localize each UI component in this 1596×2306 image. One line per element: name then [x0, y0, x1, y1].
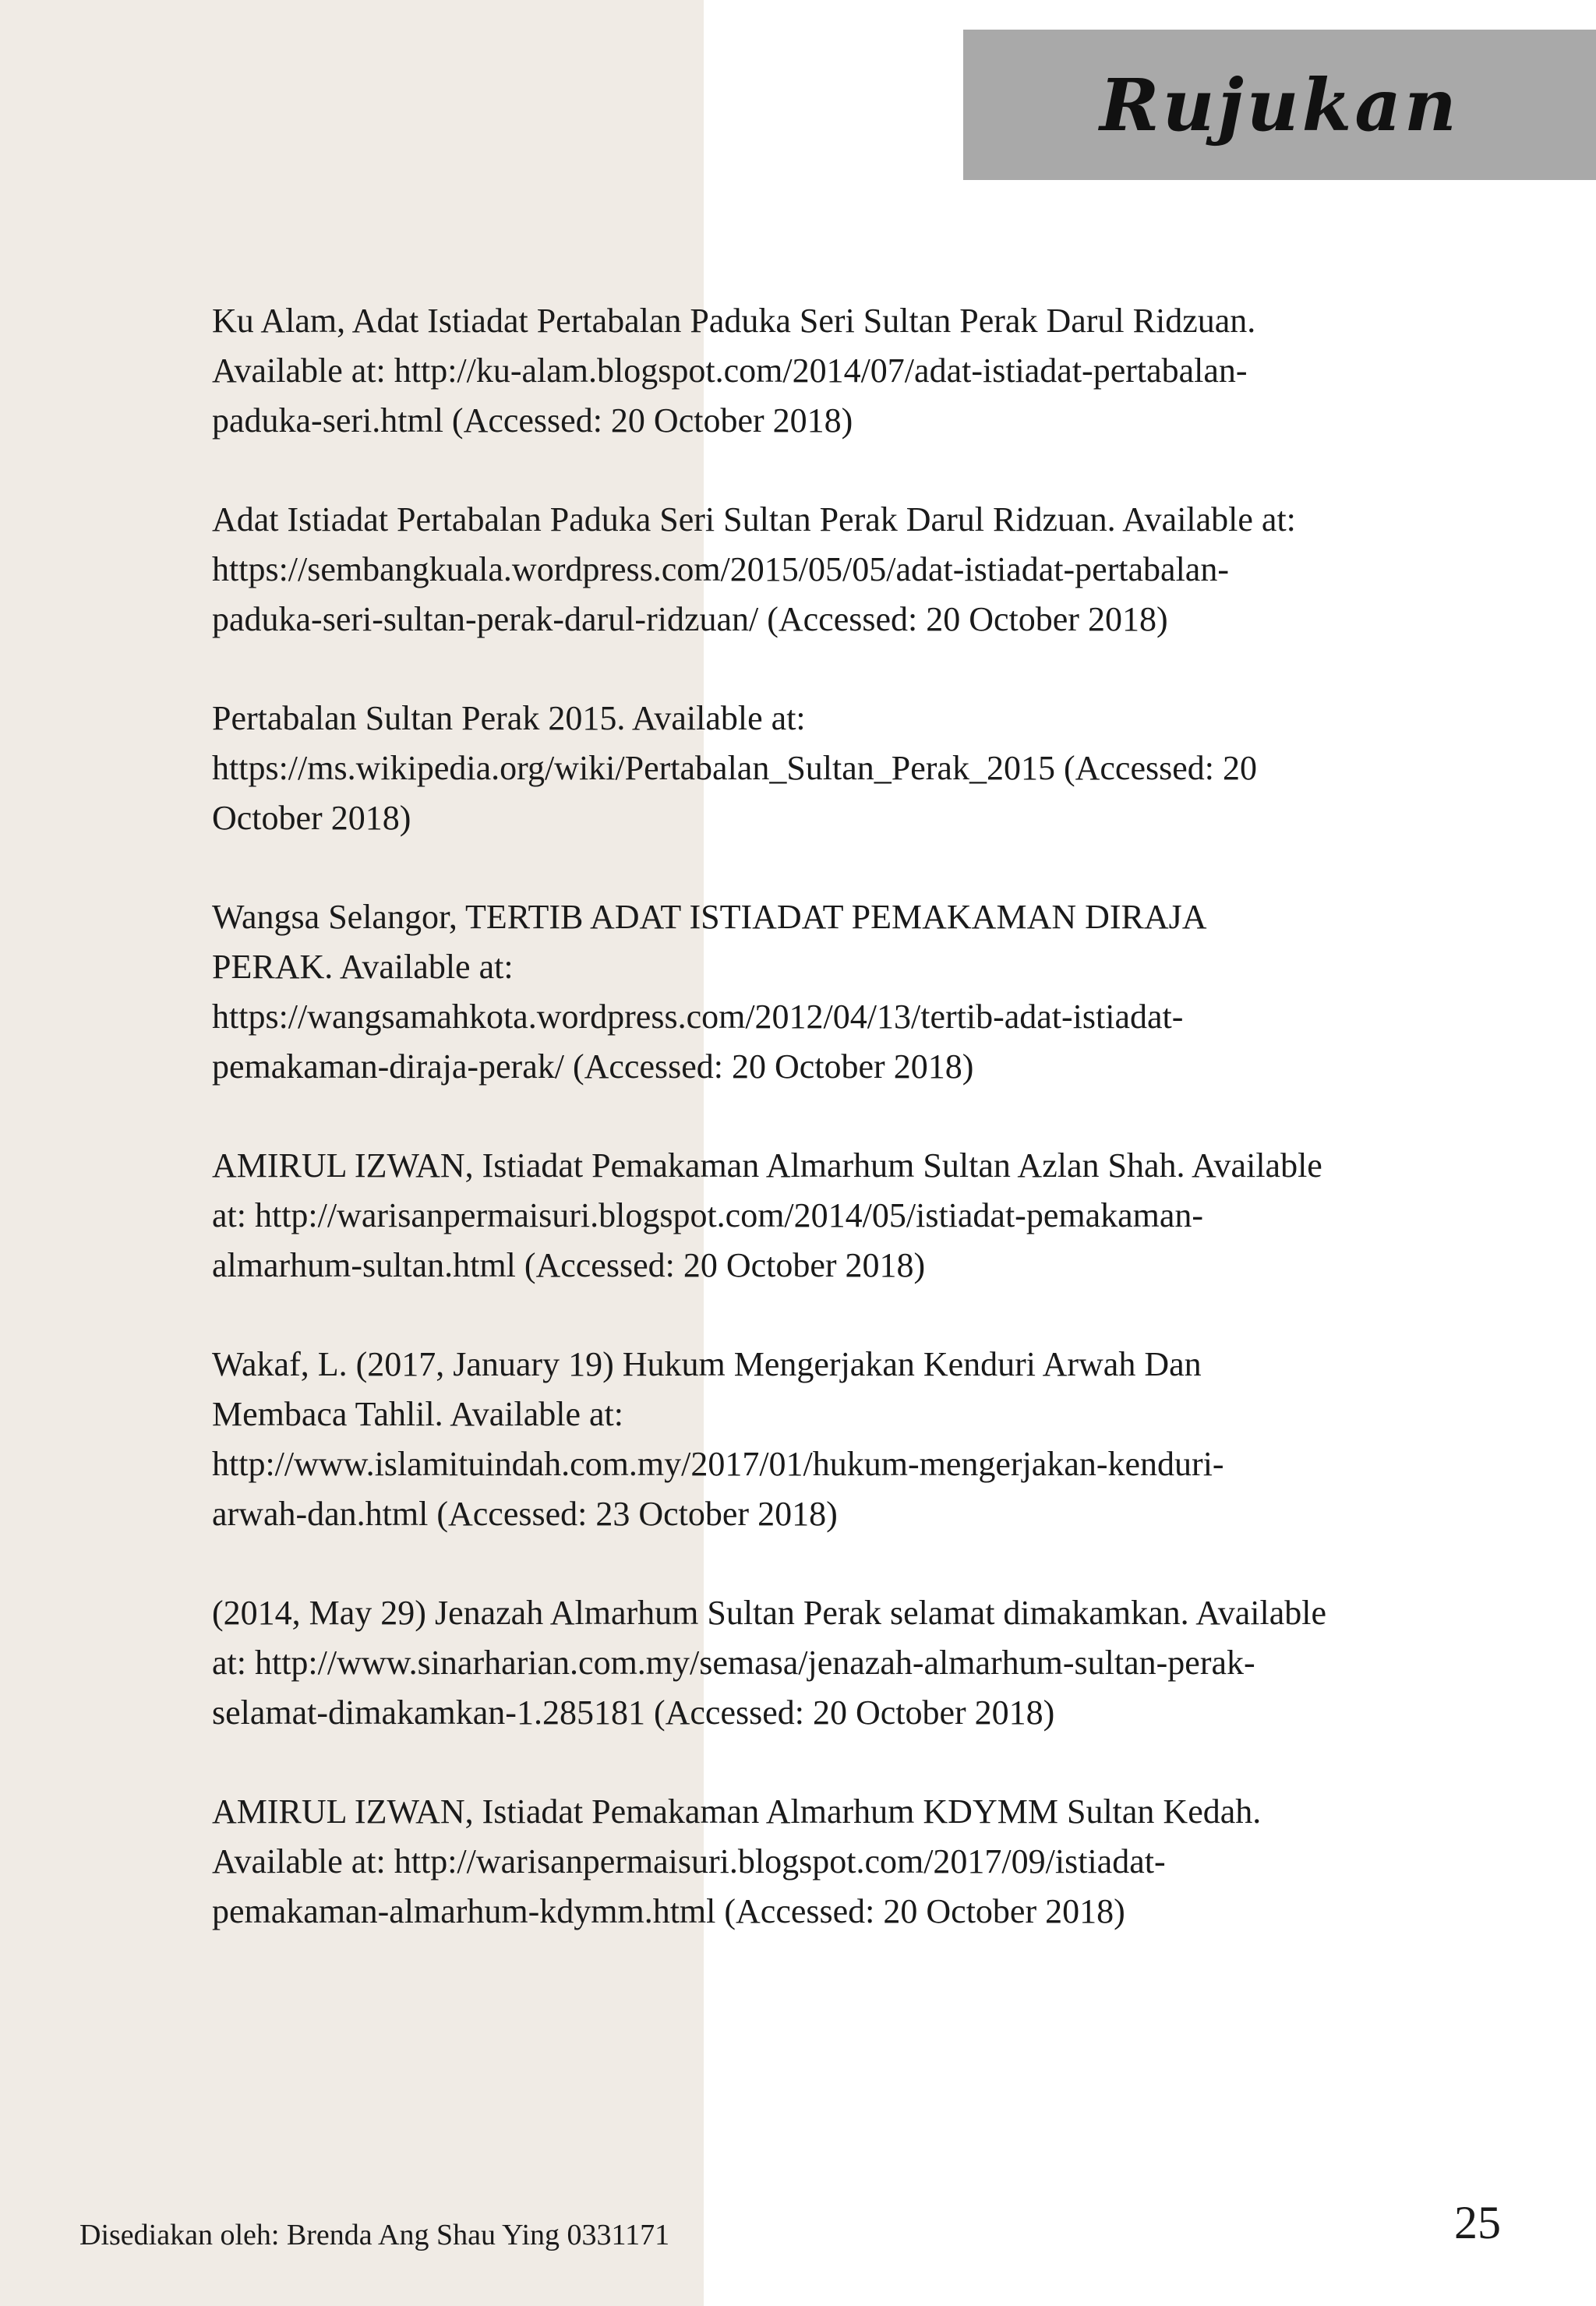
reference-line: (2014, May 29) Jenazah Almarhum Sultan Perak selamat dimakamkan. Available [212, 1594, 1327, 1632]
reference-line: at: http://warisanpermaisuri.blogspot.com/2014/05/istiadat-pemakaman- [212, 1196, 1204, 1234]
reference-line: http://www.islamituindah.com.my/2017/01/hukum-mengerjakan-kenduri- [212, 1445, 1224, 1483]
reference-item [212, 892, 1451, 1092]
reference-line: pemakaman-diraja-perak/ (Accessed: 20 October 2018) [212, 1047, 974, 1086]
reference-line: AMIRUL IZWAN, Istiadat Pemakaman Almarhum Sultan Azlan Shah. Available [212, 1146, 1322, 1185]
reference-line: https://wangsamahkota.wordpress.com/2012/04/13/tertib-adat-istiadat- [212, 998, 1184, 1036]
footer-author: Disediakan oleh: Brenda Ang Shau Ying 0331171 [79, 2219, 670, 2251]
reference-item [212, 1141, 1451, 1291]
reference-line: PERAK. Available at: [212, 948, 514, 986]
page-title: Rujukan [1100, 62, 1460, 147]
reference-line: https://sembangkuala.wordpress.com/2015/05/05/adat-istiadat-pertabalan- [212, 550, 1229, 588]
reference-item [212, 1340, 1451, 1539]
reference-line: Wangsa Selangor, TERTIB ADAT ISTIADAT PEMAKAMAN DIRAJA [212, 898, 1207, 936]
reference-line: arwah-dan.html (Accessed: 23 October 2018) [212, 1495, 838, 1533]
reference-line: October 2018) [212, 799, 411, 837]
reference-item [212, 694, 1451, 843]
reference-list [212, 296, 1451, 1937]
reference-line: AMIRUL IZWAN, Istiadat Pemakaman Almarhum KDYMM Sultan Kedah. [212, 1792, 1262, 1831]
reference-line: Available at: http://ku-alam.blogspot.com/2014/07/adat-istiadat-pertabalan- [212, 351, 1248, 390]
reference-line: at: http://www.sinarharian.com.my/semasa/jenazah-almarhum-sultan-perak- [212, 1644, 1255, 1682]
reference-line: paduka-seri.html (Accessed: 20 October 2018) [212, 401, 853, 440]
reference-item [212, 1787, 1451, 1937]
reference-line: Ku Alam, Adat Istiadat Pertabalan Paduka Seri Sultan Perak Darul Ridzuan. [212, 302, 1256, 340]
reference-line: Adat Istiadat Pertabalan Paduka Seri Sultan Perak Darul Ridzuan. Available at: [212, 500, 1296, 539]
title-banner [963, 30, 1596, 180]
page-number: 25 [1454, 2197, 1501, 2248]
reference-line: selamat-dimakamkan-1.285181 (Accessed: 20 October 2018) [212, 1693, 1055, 1732]
reference-line: pemakaman-almarhum-kdymm.html (Accessed: 20 October 2018) [212, 1892, 1125, 1930]
reference-item [212, 1588, 1451, 1738]
reference-line: https://ms.wikipedia.org/wiki/Pertabalan_Sultan_Perak_2015 (Accessed: 20 [212, 749, 1257, 787]
reference-line: paduka-seri-sultan-perak-darul-ridzuan/ (Accessed: 20 October 2018) [212, 600, 1168, 638]
reference-line: Wakaf, L. (2017, January 19) Hukum Mengerjakan Kenduri Arwah Dan [212, 1345, 1202, 1383]
reference-line: Membaca Tahlil. Available at: [212, 1395, 623, 1433]
reference-line: Pertabalan Sultan Perak 2015. Available at: [212, 699, 806, 737]
reference-line: Available at: http://warisanpermaisuri.blogspot.com/2017/09/istiadat- [212, 1842, 1166, 1880]
reference-item [212, 296, 1451, 446]
reference-item [212, 495, 1451, 644]
reference-line: almarhum-sultan.html (Accessed: 20 October 2018) [212, 1246, 926, 1284]
